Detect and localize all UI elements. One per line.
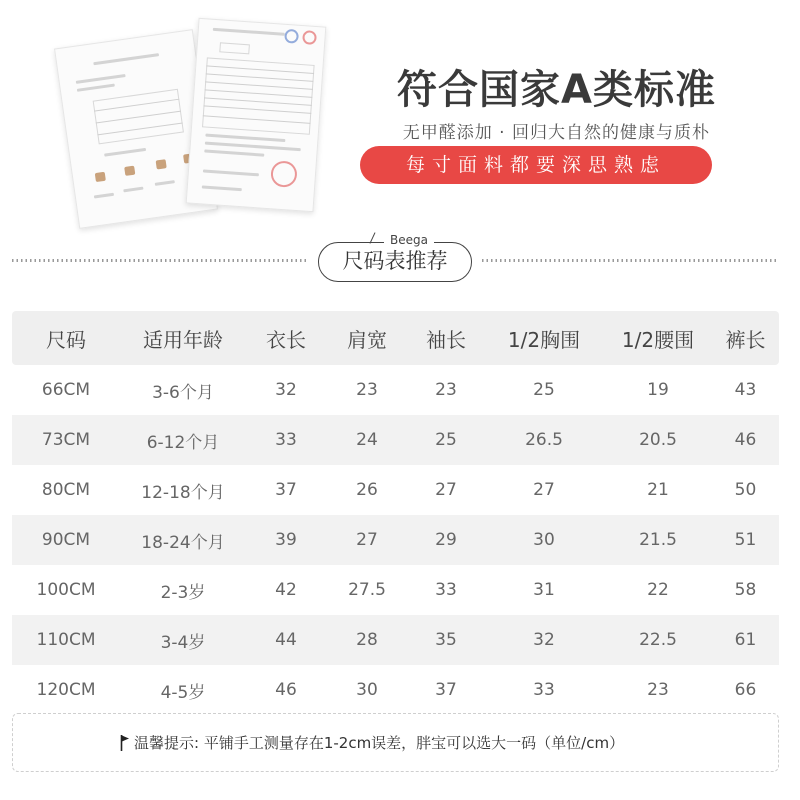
size-chart-title: 尺码表推荐 [318, 242, 472, 282]
table-cell: 24 [356, 430, 378, 450]
table-cell: 39 [275, 530, 297, 550]
table-cell: 90CM [41, 530, 91, 550]
table-cell: 22 [647, 580, 669, 600]
table-cell: 19 [647, 380, 669, 400]
column-header: 裤长 [725, 327, 766, 352]
table-cell: 30 [356, 680, 378, 700]
table-cell: 44 [275, 630, 297, 650]
table-cell: 25 [435, 430, 457, 450]
table-cell: 32 [533, 630, 555, 650]
slogan-pill: 每寸面料都要深思熟虑 [360, 146, 712, 184]
table-cell: 25 [533, 380, 555, 400]
table-cell: 50 [734, 480, 757, 500]
table-cell: 27 [356, 530, 378, 550]
column-header: 1/2腰围 [621, 327, 695, 352]
dotted-divider-left [12, 258, 308, 263]
table-cell: 26 [356, 480, 378, 500]
table-cell: 51 [734, 530, 757, 550]
table-cell: 80CM [41, 480, 91, 500]
table-cell: 30 [533, 530, 555, 550]
table-cell: 32 [275, 380, 297, 400]
column-header: 适用年龄 [143, 327, 223, 352]
brand-label: Beega [384, 233, 434, 247]
measurement-tip-box [12, 713, 779, 772]
table-cell: 6-12个月 [146, 432, 220, 453]
column-header: 1/2胸围 [507, 327, 581, 352]
table-cell: 2-3岁 [160, 582, 206, 603]
table-cell: 27 [533, 480, 555, 500]
table-cell: 27 [435, 480, 457, 500]
table-row [12, 415, 779, 465]
table-cell: 12-18个月 [141, 482, 225, 503]
table-cell: 22.5 [639, 630, 677, 650]
table-cell: 3-6个月 [152, 382, 214, 403]
table-cell: 33 [275, 430, 297, 450]
table-cell: 20.5 [639, 430, 677, 450]
table-cell: 31 [533, 580, 555, 600]
table-cell: 46 [275, 680, 297, 700]
table-row [12, 465, 779, 515]
table-cell: 21.5 [639, 530, 677, 550]
table-cell: 58 [734, 580, 757, 600]
table-cell: 18-24个月 [141, 532, 225, 553]
table-cell: 23 [356, 380, 378, 400]
table-cell: 4-5岁 [160, 682, 206, 703]
table-cell: 33 [435, 580, 457, 600]
dotted-divider-right [482, 258, 778, 263]
table-cell: 42 [275, 580, 297, 600]
table-cell: 66 [734, 680, 757, 700]
table-row [12, 615, 779, 665]
table-cell: 46 [734, 430, 757, 450]
test-report-document-front [186, 18, 327, 212]
table-row [12, 365, 779, 415]
table-cell: 37 [435, 680, 457, 700]
headline-title: 符合国家A类标准 [397, 67, 716, 113]
table-cell: 110CM [36, 630, 96, 650]
flag-icon [120, 734, 130, 752]
table-cell: 29 [435, 530, 457, 550]
size-table [12, 311, 779, 715]
table-cell: 26.5 [525, 430, 563, 450]
measurement-tip-text: 温馨提示: 平铺手工测量存在1-2cm误差，胖宝可以选大一码（单位/cm） [134, 734, 625, 752]
table-cell: 73CM [41, 430, 91, 450]
table-cell: 100CM [36, 580, 96, 600]
table-cell: 33 [533, 680, 555, 700]
table-cell: 21 [647, 480, 669, 500]
column-header: 肩宽 [347, 327, 387, 352]
column-header: 尺码 [46, 327, 86, 352]
headline-subtitle: 无甲醛添加 · 回归大自然的健康与质朴 [402, 123, 710, 143]
table-row [12, 665, 779, 715]
table-cell: 23 [647, 680, 669, 700]
table-cell: 3-4岁 [160, 632, 206, 653]
table-header-row [12, 311, 779, 365]
column-header: 衣长 [266, 327, 306, 352]
table-cell: 120CM [36, 680, 96, 700]
table-cell: 28 [356, 630, 378, 650]
column-header: 袖长 [426, 327, 466, 352]
table-cell: 37 [275, 480, 297, 500]
table-row [12, 515, 779, 565]
table-cell: 35 [435, 630, 457, 650]
table-cell: 66CM [41, 380, 91, 400]
table-cell: 27.5 [348, 580, 386, 600]
table-row [12, 565, 779, 615]
table-cell: 43 [734, 380, 757, 400]
table-cell: 23 [435, 380, 457, 400]
table-cell: 61 [734, 630, 757, 650]
